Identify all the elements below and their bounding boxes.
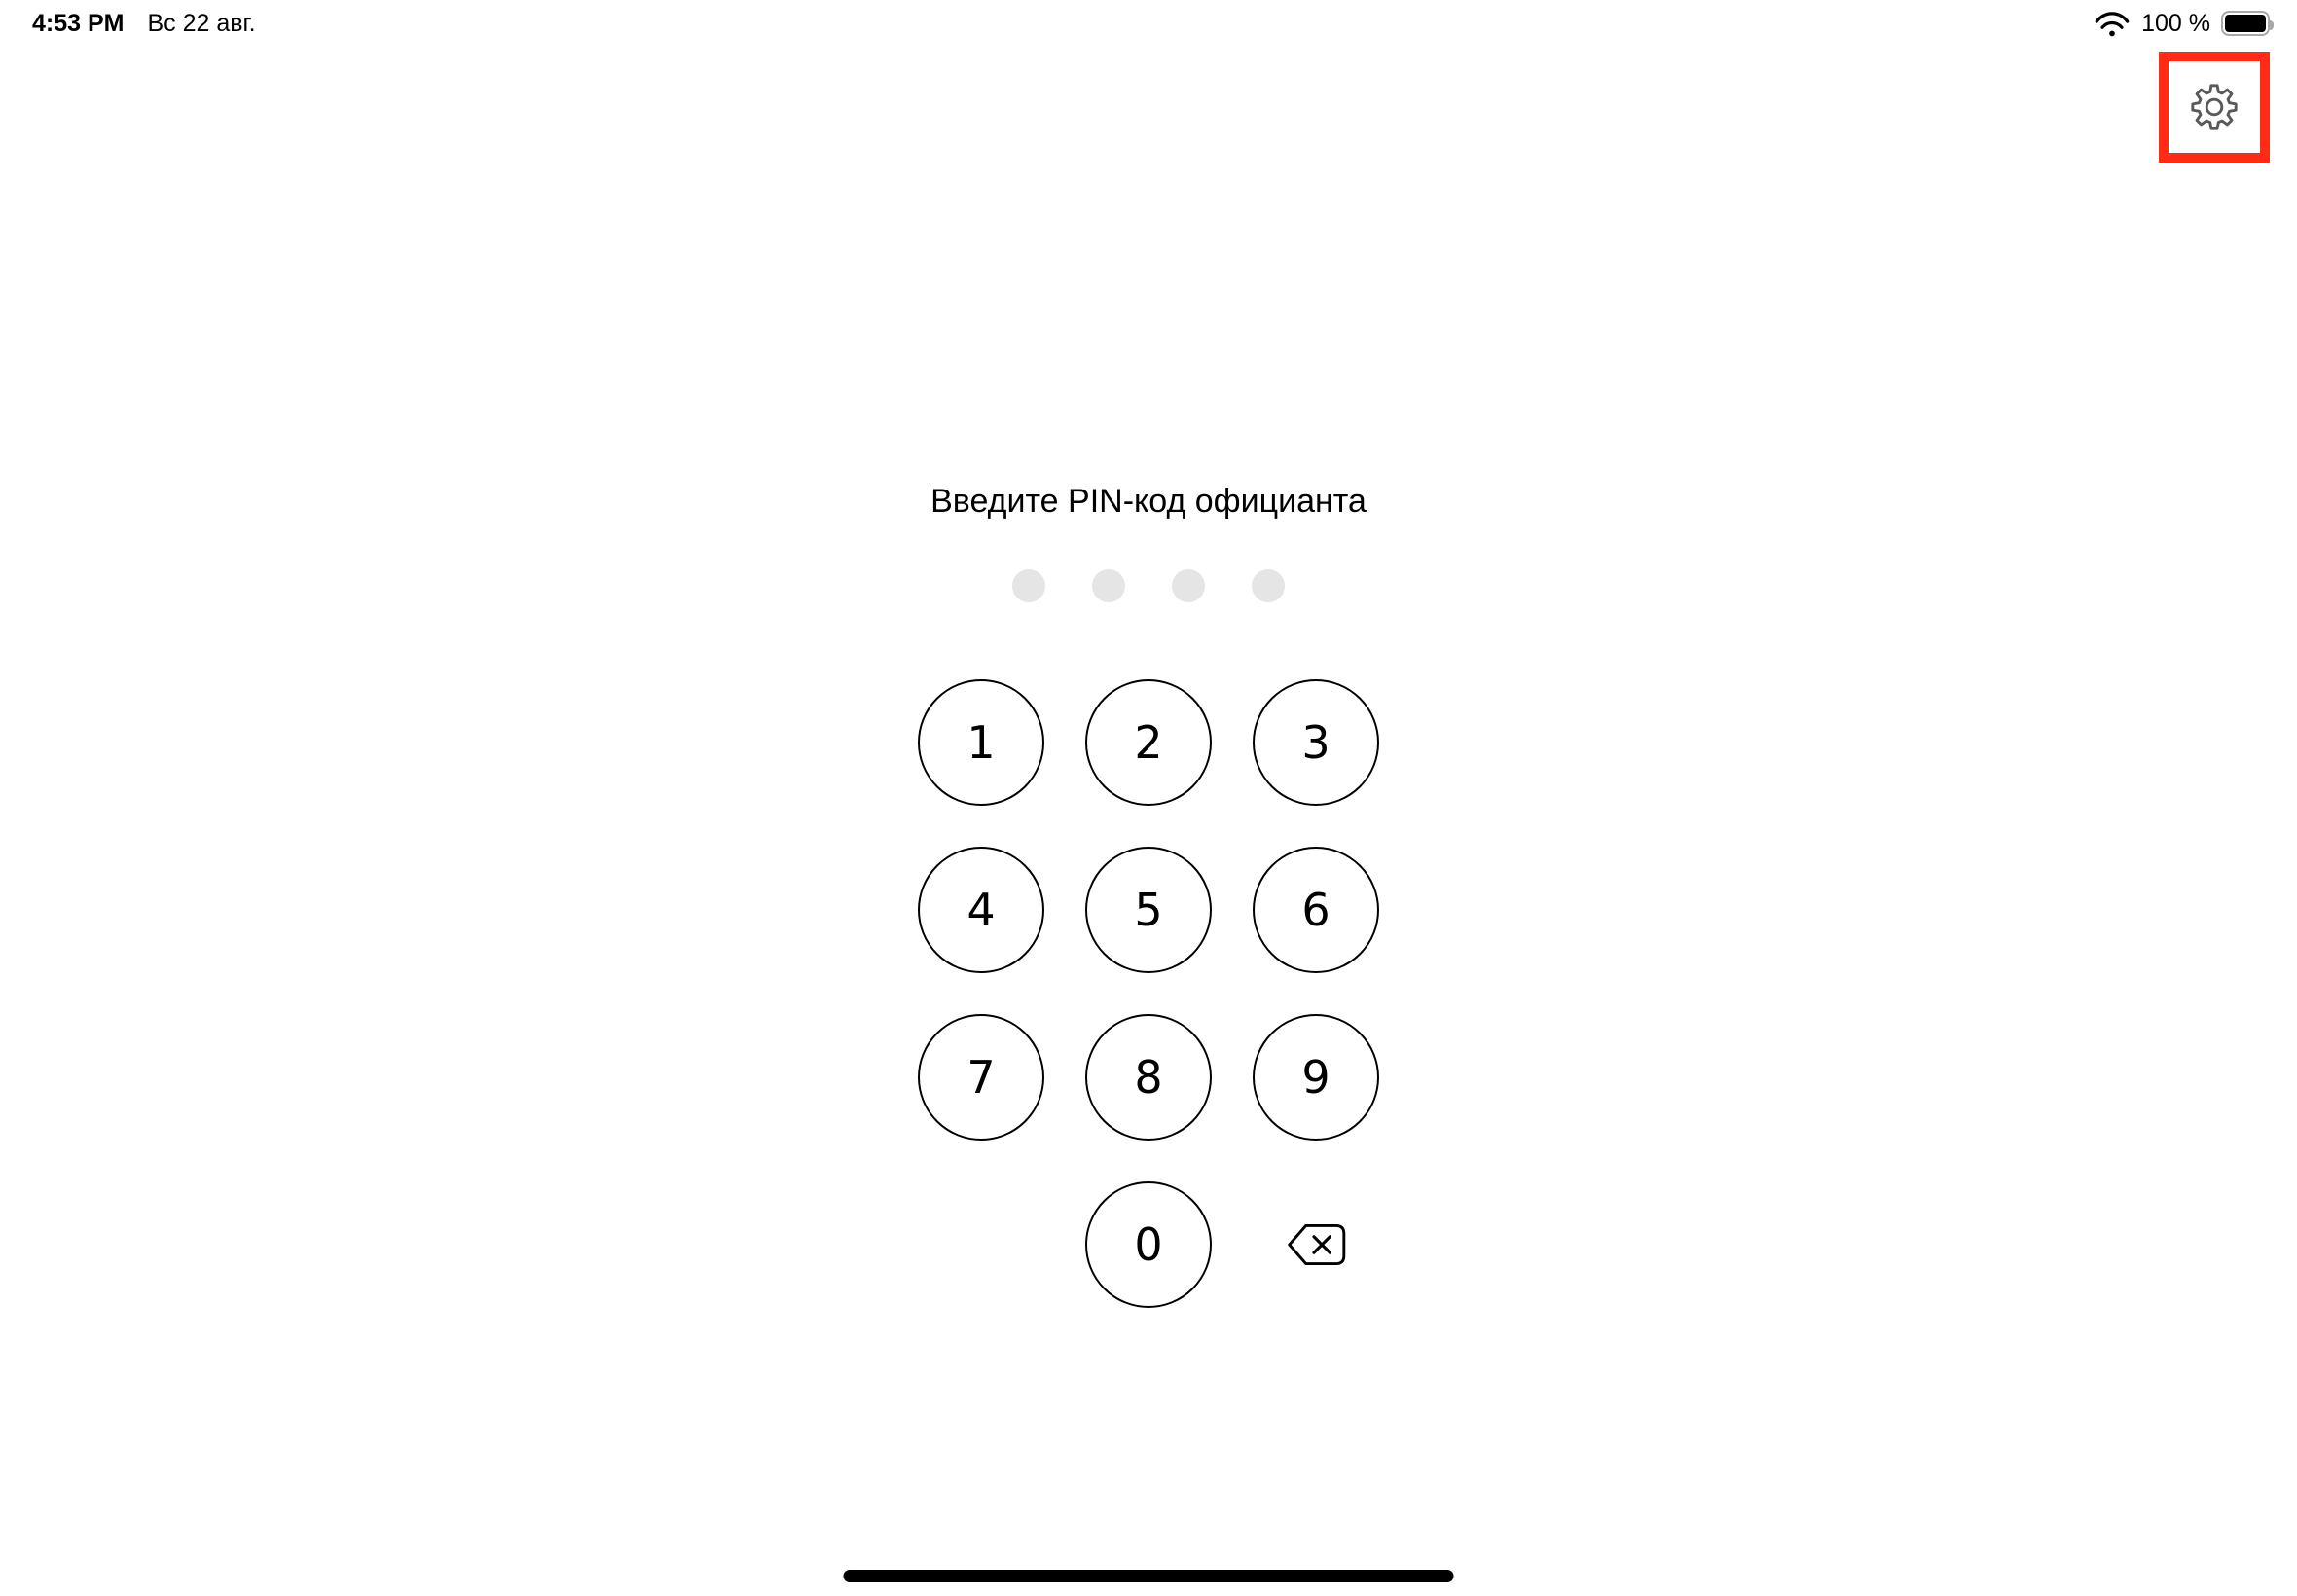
key-5[interactable]: 5 — [1085, 847, 1212, 973]
home-indicator[interactable] — [844, 1570, 1454, 1582]
backspace-icon — [1282, 1220, 1350, 1269]
pin-dots — [0, 569, 2297, 602]
key-0[interactable]: 0 — [1085, 1181, 1212, 1308]
status-bar — [0, 0, 2297, 47]
status-bar-right — [2094, 9, 2270, 38]
key-3[interactable]: 3 — [1253, 679, 1379, 806]
key-8[interactable]: 8 — [1085, 1014, 1212, 1141]
keypad — [918, 679, 1379, 1308]
key-6[interactable]: 6 — [1253, 847, 1379, 973]
gear-icon — [2190, 83, 2239, 131]
key-2[interactable]: 2 — [1085, 679, 1212, 806]
clock: 4:53 PM — [32, 10, 125, 37]
key-4[interactable]: 4 — [918, 847, 1044, 973]
keypad-spacer — [918, 1181, 1044, 1308]
key-7[interactable]: 7 — [918, 1014, 1044, 1141]
page-title: Введите PIN-код официанта — [930, 483, 1367, 520]
settings-button[interactable] — [2180, 73, 2248, 141]
pin-dot — [1172, 569, 1205, 602]
key-1[interactable]: 1 — [918, 679, 1044, 806]
pin-dot — [1012, 569, 1045, 602]
battery-percent-label: 100 % — [2141, 9, 2210, 37]
key-9[interactable]: 9 — [1253, 1014, 1379, 1141]
battery-nub — [2270, 20, 2274, 30]
battery-fill — [2225, 15, 2266, 32]
status-bar-left — [32, 9, 256, 38]
pin-dot — [1092, 569, 1125, 602]
pin-dot — [1252, 569, 1285, 602]
backspace-button[interactable] — [1253, 1181, 1379, 1308]
date: Вс 22 авг. — [147, 10, 256, 37]
battery-icon — [2221, 11, 2270, 36]
wifi-icon — [2094, 9, 2131, 38]
